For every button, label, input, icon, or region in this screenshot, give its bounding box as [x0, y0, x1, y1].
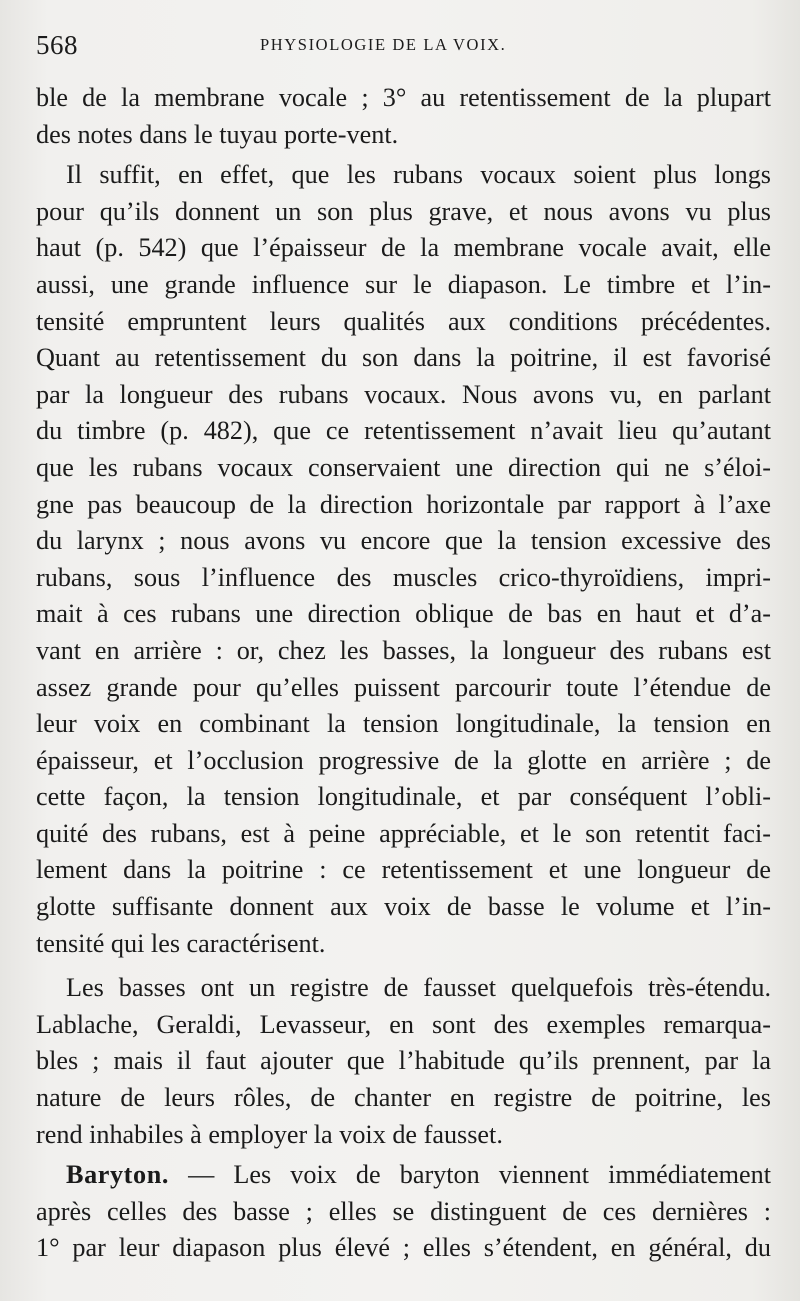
text-line: vant en arrière : or, chez les basses, la longueur des rubans est	[36, 635, 771, 665]
text-line: 1° par leur diapason plus élevé ; elles s’étendent, en général, du	[36, 1233, 771, 1263]
text-line: Lablache, Geraldi, Levasseur, en sont des exemples remarqua-	[36, 1009, 771, 1039]
text-line: bles ; mais il faut ajouter que l’habitude qu’ils prennent, par la	[36, 1046, 771, 1076]
text-line: assez grande pour qu’elles puissent parcourir toute l’étendue de	[36, 672, 771, 702]
text-line: par la longueur des rubans vocaux. Nous avons vu, en parlant	[36, 379, 771, 409]
paragraph	[36, 157, 771, 962]
text-line: que les rubans vocaux conservaient une direction qui ne s’éloi-	[36, 452, 771, 482]
text-line: Il suffit, en effet, que les rubans vocaux soient plus longs	[66, 160, 771, 190]
text-line: tensité qui les caractérisent.	[36, 928, 326, 958]
text-line: rubans, sous l’influence des muscles crico-thyroïdiens, impri-	[36, 562, 771, 592]
text-line: glotte suffisante donnent aux voix de basse le volume et l’in-	[36, 892, 771, 922]
text-line: après celles des basse ; elles se distinguent de ces dernières :	[36, 1196, 771, 1226]
text-line: lement dans la poitrine : ce retentissement et une longueur de	[36, 855, 771, 885]
paragraph	[36, 970, 771, 1153]
text-line: du larynx ; nous avons vu encore que la tension excessive des	[36, 526, 771, 556]
text-line: Les basses ont un registre de fausset quelquefois très-étendu.	[66, 973, 771, 1003]
page-number: 568	[36, 30, 78, 60]
text-line	[36, 1157, 771, 1194]
text-line: ble de la membrane vocale ; 3° au retentissement de la plupart	[36, 83, 771, 112]
text-line: quité des rubans, est à peine appréciable, et le son retentit faci-	[36, 818, 771, 848]
text-line: aussi, une grande influence sur le diapason. Le timbre et l’in-	[36, 269, 771, 299]
body-text	[36, 80, 771, 1267]
page-header	[36, 30, 760, 64]
text-line: cette façon, la tension longitudinale, et par conséquent l’obli-	[36, 782, 771, 812]
text-line: nature de leurs rôles, de chanter en registre de poitrine, les	[36, 1083, 771, 1113]
text-line: pour qu’ils donnent un son plus grave, et nous avons vu plus	[36, 196, 771, 226]
text-line: épaisseur, et l’occlusion progressive de la glotte en arrière ; de	[36, 745, 771, 775]
section-lead-term: Baryton.	[66, 1160, 170, 1190]
text-line: Quant au retentissement du son dans la poitrine, il est favorisé	[36, 343, 771, 373]
text-line: mait à ces rubans une direction oblique de bas en haut et d’a-	[36, 599, 771, 629]
text-line: des notes dans le tuyau porte-vent.	[36, 119, 399, 149]
text-line: tensité empruntent leurs qualités aux conditions précédentes.	[36, 306, 771, 336]
paragraph	[36, 1157, 771, 1267]
running-head: PHYSIOLOGIE DE LA VOIX.	[260, 35, 507, 54]
text-line: leur voix en combinant la tension longitudinale, la tension en	[36, 709, 771, 739]
text-line: gne pas beaucoup de la direction horizontale par rapport à l’axe	[36, 489, 771, 519]
text-fragment: — Les voix de baryton viennent immédiatement	[169, 1160, 771, 1190]
text-line: rend inhabiles à employer la voix de fausset.	[36, 1119, 503, 1149]
paragraph	[36, 80, 771, 153]
text-line: haut (p. 542) que l’épaisseur de la membrane vocale avait, elle	[36, 233, 771, 263]
text-line: du timbre (p. 482), que ce retentissement n’avait lieu qu’autant	[36, 416, 771, 446]
